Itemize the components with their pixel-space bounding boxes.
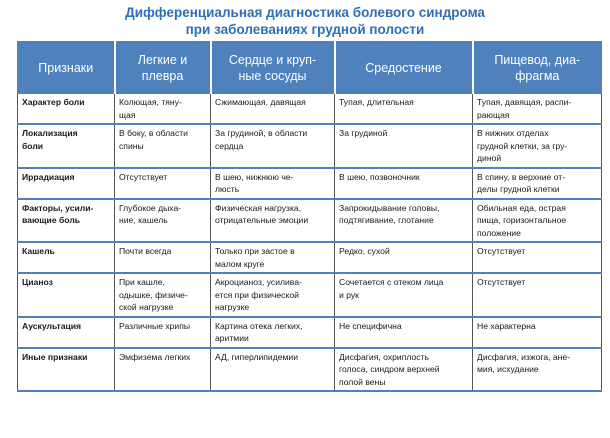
row-sign: Локализация боли: [18, 124, 115, 168]
table-cell: Эмфизема легких: [115, 348, 211, 392]
table-row: [18, 348, 602, 392]
table-row: [18, 199, 602, 243]
header-esophagus-diaphragm: Пищевод, диа- фрагма: [473, 42, 602, 94]
row-sign: Иные признаки: [18, 348, 115, 392]
header-heart-vessels: Сердце и круп- ные сосуды: [211, 42, 335, 94]
table-cell: Запрокидывание головы, подтягивание, глотание: [335, 199, 473, 243]
table-cell: Колющая, тяну- щая: [115, 94, 211, 125]
table-cell: Отсутствует: [473, 273, 602, 317]
table-cell: В шею, позвоночник: [335, 168, 473, 199]
table-cell: Сжимающая, давящая: [211, 94, 335, 125]
row-sign: Иррадиация: [18, 168, 115, 199]
title-line-2: при заболеваниях грудной полости: [185, 22, 425, 37]
row-sign: Кашель: [18, 242, 115, 273]
table-cell: В нижних отделах грудной клетки, за гру- диной: [473, 124, 602, 168]
table-row: [18, 94, 602, 125]
table-cell: Только при застое в малом круге: [211, 242, 335, 273]
table-cell: В шею, нижнюю че- люсть: [211, 168, 335, 199]
table-cell: Дисфагия, охриплость голоса, синдром верхней полой вены: [335, 348, 473, 392]
table-cell: В боку, в области спины: [115, 124, 211, 168]
table-cell: Почти всегда: [115, 242, 211, 273]
table-cell: Отсутствует: [473, 242, 602, 273]
table-cell: Обильная еда, острая пища, горизонтальное положение: [473, 199, 602, 243]
table-cell: При кашле, одышке, физиче- ской нагрузке: [115, 273, 211, 317]
row-sign: Аускультация: [18, 317, 115, 348]
table-cell: Тупая, длительная: [335, 94, 473, 125]
table-cell: За грудиной: [335, 124, 473, 168]
table-cell: Не характерна: [473, 317, 602, 348]
row-sign: Факторы, усили- вающие боль: [18, 199, 115, 243]
table-cell: Сочетается с отеком лица и рук: [335, 273, 473, 317]
page-title: [0, 4, 610, 38]
table-cell: За грудиной, в области сердца: [211, 124, 335, 168]
table-cell: Различные хрипы: [115, 317, 211, 348]
table-cell: Не специфична: [335, 317, 473, 348]
header-signs: Признаки: [18, 42, 115, 94]
table-row: [18, 317, 602, 348]
table-header-row: [18, 42, 602, 94]
table-cell: АД, гиперлипидемии: [211, 348, 335, 392]
differential-diagnosis-table: [17, 41, 602, 392]
table-row: [18, 124, 602, 168]
table-cell: Физическая нагрузка, отрицательные эмоции: [211, 199, 335, 243]
row-sign: Характер боли: [18, 94, 115, 125]
table-cell: Акроцианоз, усилива- ется при физической нагрузке: [211, 273, 335, 317]
table-row: [18, 168, 602, 199]
table-cell: Отсутствует: [115, 168, 211, 199]
header-mediastinum: Средостение: [335, 42, 473, 94]
table-cell: Глубокое дыха- ние, кашель: [115, 199, 211, 243]
table-cell: Редко, сухой: [335, 242, 473, 273]
header-lungs-pleura: Легкие и плевра: [115, 42, 211, 94]
title-line-1: Дифференциальная диагностика болевого синдрома: [125, 5, 485, 20]
table-cell: Тупая, давящая, распи- рающая: [473, 94, 602, 125]
table-cell: Картина отека легких, аритмии: [211, 317, 335, 348]
row-sign: Цианоз: [18, 273, 115, 317]
table-cell: В спину, в верхние от- делы грудной клетки: [473, 168, 602, 199]
table-cell: Дисфагия, изжога, ане- мия, исхудание: [473, 348, 602, 392]
table-row: [18, 273, 602, 317]
table-row: [18, 242, 602, 273]
